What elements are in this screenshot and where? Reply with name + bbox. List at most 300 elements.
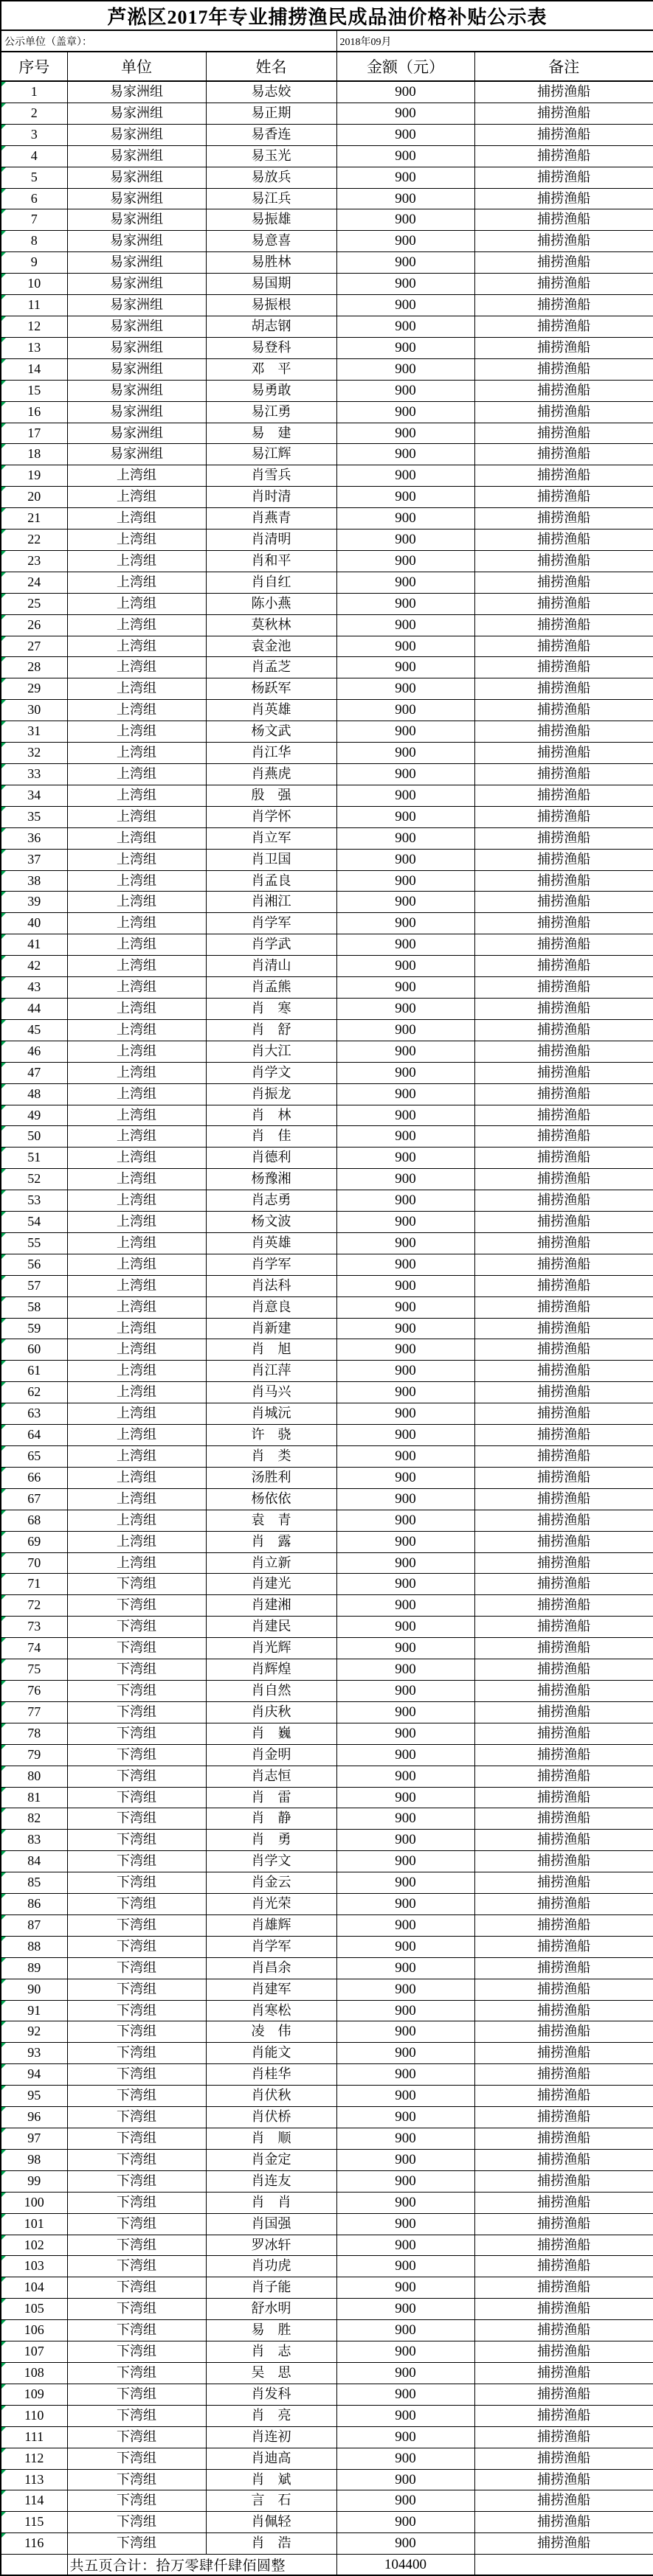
table-row	[1, 1595, 653, 1617]
cell-unit: 下湾组	[67, 2235, 206, 2256]
cell-name: 肖建光	[206, 1574, 336, 1595]
cell-amount: 900	[336, 1361, 474, 1382]
cell-unit: 上湾组	[67, 1403, 206, 1425]
cell-serial-number: 68	[1, 1510, 67, 1531]
cell-unit: 上湾组	[67, 827, 206, 849]
cell-name: 凌 伟	[206, 2021, 336, 2043]
cell-name: 肖志恒	[206, 1766, 336, 1787]
cell-note: 捕捞渔船	[474, 1723, 653, 1744]
cell-name: 易正期	[206, 103, 336, 124]
cell-note: 捕捞渔船	[474, 636, 653, 657]
cell-note: 捕捞渔船	[474, 1041, 653, 1062]
table-row	[1, 550, 653, 572]
cell-unit: 上湾组	[67, 572, 206, 593]
cell-serial-number: 88	[1, 1936, 67, 1957]
cell-name: 易胜林	[206, 252, 336, 274]
cell-serial-number: 35	[1, 806, 67, 827]
cell-name: 莫秋林	[206, 614, 336, 636]
cell-unit: 下湾组	[67, 2320, 206, 2341]
cell-unit: 上湾组	[67, 1446, 206, 1468]
cell-name: 肖卫国	[206, 849, 336, 870]
cell-note: 捕捞渔船	[474, 1062, 653, 1083]
cell-serial-number: 73	[1, 1617, 67, 1638]
cell-unit: 下湾组	[67, 2256, 206, 2277]
cell-amount: 900	[336, 2362, 474, 2384]
footer-empty-serial-cell	[1, 2555, 67, 2576]
cell-name: 肖学军	[206, 1254, 336, 1275]
cell-amount: 900	[336, 593, 474, 614]
cell-unit: 上湾组	[67, 1254, 206, 1275]
cell-serial-number: 95	[1, 2086, 67, 2107]
cell-serial-number: 18	[1, 444, 67, 465]
cell-note: 捕捞渔船	[474, 2426, 653, 2448]
cell-serial-number: 72	[1, 1595, 67, 1617]
cell-unit: 下湾组	[67, 2192, 206, 2213]
table-row	[1, 1744, 653, 1766]
cell-amount: 900	[336, 956, 474, 977]
cell-amount: 900	[336, 167, 474, 188]
table-row	[1, 956, 653, 977]
cell-name: 肖 舒	[206, 1019, 336, 1041]
cell-amount: 900	[336, 2192, 474, 2213]
cell-name: 肖学怀	[206, 806, 336, 827]
cell-serial-number: 81	[1, 1787, 67, 1808]
cell-serial-number: 83	[1, 1830, 67, 1851]
cell-amount: 900	[336, 934, 474, 956]
cell-serial-number: 104	[1, 2277, 67, 2299]
cell-unit: 上湾组	[67, 1232, 206, 1254]
cell-serial-number: 63	[1, 1403, 67, 1425]
cell-note: 捕捞渔船	[474, 806, 653, 827]
table-row	[1, 2533, 653, 2555]
cell-note: 捕捞渔船	[474, 1531, 653, 1552]
cell-amount: 900	[336, 657, 474, 678]
cell-note: 捕捞渔船	[474, 1425, 653, 1446]
cell-unit: 上湾组	[67, 806, 206, 827]
cell-name: 殷 强	[206, 785, 336, 806]
cell-name: 易放兵	[206, 167, 336, 188]
cell-note: 捕捞渔船	[474, 1467, 653, 1488]
cell-serial-number: 10	[1, 274, 67, 295]
table-row	[1, 1212, 653, 1233]
cell-serial-number: 21	[1, 508, 67, 530]
cell-note: 捕捞渔船	[474, 1914, 653, 1936]
cell-serial-number: 91	[1, 2000, 67, 2021]
cell-name: 肖立新	[206, 1552, 336, 1574]
title-row	[1, 1, 653, 30]
cell-note: 捕捞渔船	[474, 2235, 653, 2256]
cell-amount: 900	[336, 1254, 474, 1275]
cell-name: 易玉光	[206, 145, 336, 167]
cell-unit: 下湾组	[67, 2533, 206, 2555]
cell-serial-number: 46	[1, 1041, 67, 1062]
cell-serial-number: 100	[1, 2192, 67, 2213]
cell-serial-number: 111	[1, 2426, 67, 2448]
cell-name: 肖发科	[206, 2384, 336, 2405]
cell-amount: 900	[336, 785, 474, 806]
cell-name: 易振雄	[206, 209, 336, 231]
cell-unit: 上湾组	[67, 530, 206, 551]
cell-serial-number: 41	[1, 934, 67, 956]
cell-unit: 下湾组	[67, 2448, 206, 2469]
cell-serial-number: 27	[1, 636, 67, 657]
table-row	[1, 1787, 653, 1808]
cell-name: 肖城沅	[206, 1403, 336, 1425]
cell-note: 捕捞渔船	[474, 1275, 653, 1296]
cell-unit: 易家洲组	[67, 316, 206, 337]
cell-unit: 上湾组	[67, 700, 206, 721]
table-row	[1, 1680, 653, 1701]
cell-name: 肖子能	[206, 2277, 336, 2299]
cell-amount: 900	[336, 1382, 474, 1403]
cell-serial-number: 52	[1, 1169, 67, 1190]
cell-amount: 900	[336, 274, 474, 295]
cell-unit: 下湾组	[67, 2043, 206, 2064]
table-row	[1, 1701, 653, 1723]
cell-amount: 900	[336, 977, 474, 999]
cell-amount: 900	[336, 721, 474, 743]
cell-serial-number: 99	[1, 2170, 67, 2192]
cell-note: 捕捞渔船	[474, 2299, 653, 2320]
cell-unit: 下湾组	[67, 1957, 206, 1979]
cell-name: 肖光荣	[206, 1894, 336, 1915]
cell-note: 捕捞渔船	[474, 1638, 653, 1659]
cell-unit: 上湾组	[67, 1467, 206, 1488]
cell-note: 捕捞渔船	[474, 2170, 653, 2192]
table-row	[1, 2469, 653, 2490]
cell-amount: 900	[336, 2469, 474, 2490]
cell-serial-number: 8	[1, 231, 67, 252]
cell-unit: 下湾组	[67, 2384, 206, 2405]
cell-amount: 900	[336, 1872, 474, 1894]
cell-name: 易登科	[206, 337, 336, 358]
cell-serial-number: 22	[1, 530, 67, 551]
table-row	[1, 1232, 653, 1254]
cell-amount: 900	[336, 1595, 474, 1617]
cell-serial-number: 82	[1, 1808, 67, 1830]
table-row	[1, 1169, 653, 1190]
cell-unit: 下湾组	[67, 1851, 206, 1872]
table-row	[1, 2107, 653, 2128]
cell-serial-number: 97	[1, 2128, 67, 2150]
cell-name: 肖江华	[206, 743, 336, 764]
cell-serial-number: 98	[1, 2149, 67, 2170]
cell-serial-number: 113	[1, 2469, 67, 2490]
cell-unit: 上湾组	[67, 977, 206, 999]
cell-name: 肖功虎	[206, 2256, 336, 2277]
cell-amount: 900	[336, 743, 474, 764]
cell-amount: 900	[336, 1446, 474, 1468]
cell-serial-number: 15	[1, 380, 67, 401]
table-row	[1, 252, 653, 274]
cell-unit: 易家洲组	[67, 401, 206, 423]
table-row	[1, 1851, 653, 1872]
cell-amount: 900	[336, 1894, 474, 1915]
cell-amount: 900	[336, 1212, 474, 1233]
cell-amount: 900	[336, 487, 474, 508]
cell-name: 陈小燕	[206, 593, 336, 614]
table-row	[1, 231, 653, 252]
cell-name: 肖 寒	[206, 998, 336, 1019]
cell-unit: 下湾组	[67, 1808, 206, 1830]
cell-amount: 900	[336, 2384, 474, 2405]
cell-serial-number: 96	[1, 2107, 67, 2128]
cell-note: 捕捞渔船	[474, 1574, 653, 1595]
cell-name: 肖 志	[206, 2341, 336, 2363]
cell-amount: 900	[336, 1019, 474, 1041]
cell-name: 易 胜	[206, 2320, 336, 2341]
cell-unit: 下湾组	[67, 2277, 206, 2299]
cell-unit: 上湾组	[67, 1339, 206, 1361]
table-row	[1, 678, 653, 700]
cell-serial-number: 2	[1, 103, 67, 124]
table-row	[1, 1488, 653, 1510]
cell-unit: 下湾组	[67, 2021, 206, 2043]
cell-amount: 900	[336, 2149, 474, 2170]
cell-serial-number: 39	[1, 892, 67, 913]
table-row	[1, 657, 653, 678]
cell-amount: 900	[336, 1851, 474, 1872]
cell-note: 捕捞渔船	[474, 2043, 653, 2064]
cell-serial-number: 93	[1, 2043, 67, 2064]
cell-unit: 下湾组	[67, 2170, 206, 2192]
table-row	[1, 2362, 653, 2384]
cell-note: 捕捞渔船	[474, 1936, 653, 1957]
cell-amount: 900	[336, 1914, 474, 1936]
cell-note: 捕捞渔船	[474, 2469, 653, 2490]
cell-amount: 900	[336, 2277, 474, 2299]
table-row	[1, 423, 653, 444]
cell-serial-number: 50	[1, 1126, 67, 1148]
cell-name: 肖大江	[206, 1041, 336, 1062]
table-row	[1, 358, 653, 380]
table-row	[1, 487, 653, 508]
cell-note: 捕捞渔船	[474, 530, 653, 551]
cell-serial-number: 38	[1, 870, 67, 892]
cell-note: 捕捞渔船	[474, 1787, 653, 1808]
cell-unit: 下湾组	[67, 1680, 206, 1701]
cell-serial-number: 11	[1, 295, 67, 316]
cell-serial-number: 70	[1, 1552, 67, 1574]
cell-name: 许 骁	[206, 1425, 336, 1446]
cell-amount: 900	[336, 81, 474, 103]
cell-unit: 上湾组	[67, 785, 206, 806]
cell-note: 捕捞渔船	[474, 2277, 653, 2299]
cell-name: 肖佩轻	[206, 2512, 336, 2533]
table-row	[1, 2490, 653, 2512]
cell-unit: 下湾组	[67, 2000, 206, 2021]
cell-serial-number: 69	[1, 1531, 67, 1552]
cell-serial-number: 61	[1, 1361, 67, 1382]
cell-unit: 下湾组	[67, 2299, 206, 2320]
table-row	[1, 1296, 653, 1318]
cell-unit: 下湾组	[67, 2341, 206, 2363]
cell-unit: 易家洲组	[67, 124, 206, 145]
table-row	[1, 1894, 653, 1915]
cell-name: 汤胜利	[206, 1467, 336, 1488]
cell-serial-number: 74	[1, 1638, 67, 1659]
table-row	[1, 913, 653, 934]
cell-name: 肖马兴	[206, 1382, 336, 1403]
cell-amount: 900	[336, 1105, 474, 1126]
cell-amount: 900	[336, 2128, 474, 2150]
cell-note: 捕捞渔船	[474, 167, 653, 188]
cell-serial-number: 6	[1, 188, 67, 209]
cell-amount: 900	[336, 2299, 474, 2320]
table-row	[1, 2000, 653, 2021]
cell-unit: 易家洲组	[67, 295, 206, 316]
publicity-date: 2018年09月	[336, 30, 653, 52]
cell-unit: 上湾组	[67, 1041, 206, 1062]
cell-name: 肖国强	[206, 2213, 336, 2235]
cell-amount: 900	[336, 998, 474, 1019]
table-row	[1, 2448, 653, 2469]
cell-name: 肖建军	[206, 1979, 336, 2000]
table-row	[1, 2235, 653, 2256]
cell-note: 捕捞渔船	[474, 2320, 653, 2341]
table-row	[1, 103, 653, 124]
cell-serial-number: 64	[1, 1425, 67, 1446]
cell-serial-number: 86	[1, 1894, 67, 1915]
cell-serial-number: 78	[1, 1723, 67, 1744]
cell-serial-number: 75	[1, 1659, 67, 1681]
meta-row	[1, 30, 653, 52]
cell-name: 肖寒松	[206, 2000, 336, 2021]
cell-note: 捕捞渔船	[474, 1872, 653, 1894]
table-row	[1, 465, 653, 487]
cell-unit: 上湾组	[67, 1105, 206, 1126]
cell-note: 捕捞渔船	[474, 423, 653, 444]
table-row	[1, 81, 653, 103]
table-row	[1, 1339, 653, 1361]
table-row	[1, 1531, 653, 1552]
cell-note: 捕捞渔船	[474, 2512, 653, 2533]
table-row	[1, 2256, 653, 2277]
cell-unit: 下湾组	[67, 1744, 206, 1766]
cell-serial-number: 47	[1, 1062, 67, 1083]
cell-unit: 下湾组	[67, 2512, 206, 2533]
cell-amount: 900	[336, 1701, 474, 1723]
table-row	[1, 785, 653, 806]
cell-serial-number: 90	[1, 1979, 67, 2000]
cell-serial-number: 77	[1, 1701, 67, 1723]
cell-amount: 900	[336, 1723, 474, 1744]
cell-note: 捕捞渔船	[474, 743, 653, 764]
cell-unit: 下湾组	[67, 1638, 206, 1659]
cell-name: 肖法科	[206, 1275, 336, 1296]
cell-amount: 900	[336, 2107, 474, 2128]
cell-unit: 下湾组	[67, 2490, 206, 2512]
table-row	[1, 1574, 653, 1595]
cell-note: 捕捞渔船	[474, 2000, 653, 2021]
cell-amount: 900	[336, 401, 474, 423]
cell-serial-number: 36	[1, 827, 67, 849]
table-row	[1, 1446, 653, 1468]
table-row	[1, 1467, 653, 1488]
cell-serial-number: 30	[1, 700, 67, 721]
cell-amount: 900	[336, 2533, 474, 2555]
cell-note: 捕捞渔船	[474, 956, 653, 977]
cell-name: 肖学文	[206, 1851, 336, 1872]
cell-name: 肖孟良	[206, 870, 336, 892]
cell-note: 捕捞渔船	[474, 2490, 653, 2512]
cell-serial-number: 42	[1, 956, 67, 977]
table-row	[1, 1148, 653, 1169]
cell-note: 捕捞渔船	[474, 358, 653, 380]
cell-serial-number: 44	[1, 998, 67, 1019]
cell-name: 肖清山	[206, 956, 336, 977]
cell-name: 肖和平	[206, 550, 336, 572]
table-row	[1, 1062, 653, 1083]
cell-amount: 900	[336, 700, 474, 721]
cell-name: 肖 勇	[206, 1830, 336, 1851]
cell-amount: 900	[336, 2405, 474, 2426]
table-row	[1, 337, 653, 358]
cell-unit: 易家洲组	[67, 274, 206, 295]
cell-note: 捕捞渔船	[474, 657, 653, 678]
cell-note: 捕捞渔船	[474, 1894, 653, 1915]
cell-unit: 下湾组	[67, 2086, 206, 2107]
cell-note: 捕捞渔船	[474, 913, 653, 934]
cell-note: 捕捞渔船	[474, 124, 653, 145]
cell-amount: 900	[336, 1169, 474, 1190]
cell-unit: 下湾组	[67, 1766, 206, 1787]
cell-serial-number: 103	[1, 2256, 67, 2277]
cell-note: 捕捞渔船	[474, 764, 653, 785]
cell-name: 肖学文	[206, 1062, 336, 1083]
cell-note: 捕捞渔船	[474, 1019, 653, 1041]
cell-serial-number: 58	[1, 1296, 67, 1318]
cell-amount: 900	[336, 1680, 474, 1701]
table-row	[1, 188, 653, 209]
table-row	[1, 1105, 653, 1126]
table-row	[1, 806, 653, 827]
cell-amount: 900	[336, 316, 474, 337]
cell-unit: 易家洲组	[67, 444, 206, 465]
cell-amount: 900	[336, 209, 474, 231]
cell-note: 捕捞渔船	[474, 2384, 653, 2405]
table-row	[1, 1830, 653, 1851]
cell-serial-number: 116	[1, 2533, 67, 2555]
cell-serial-number: 114	[1, 2490, 67, 2512]
cell-amount: 900	[336, 145, 474, 167]
cell-amount: 900	[336, 1552, 474, 1574]
table-row	[1, 2021, 653, 2043]
cell-amount: 900	[336, 1574, 474, 1595]
cell-name: 肖 斌	[206, 2469, 336, 2490]
cell-note: 捕捞渔船	[474, 1617, 653, 1638]
cell-name: 易勇敢	[206, 380, 336, 401]
cell-name: 肖英雄	[206, 1232, 336, 1254]
cell-serial-number: 28	[1, 657, 67, 678]
cell-unit: 上湾组	[67, 1083, 206, 1105]
cell-serial-number: 1	[1, 81, 67, 103]
table-row	[1, 530, 653, 551]
cell-name: 杨文武	[206, 721, 336, 743]
cell-note: 捕捞渔船	[474, 2086, 653, 2107]
cell-name: 肖辉煌	[206, 1659, 336, 1681]
cell-unit: 上湾组	[67, 593, 206, 614]
cell-name: 肖迪高	[206, 2448, 336, 2469]
cell-serial-number: 76	[1, 1680, 67, 1701]
cell-amount: 900	[336, 2213, 474, 2235]
cell-unit: 上湾组	[67, 849, 206, 870]
cell-note: 捕捞渔船	[474, 1126, 653, 1148]
table-row	[1, 1914, 653, 1936]
cell-amount: 900	[336, 550, 474, 572]
cell-amount: 900	[336, 2256, 474, 2277]
cell-note: 捕捞渔船	[474, 678, 653, 700]
